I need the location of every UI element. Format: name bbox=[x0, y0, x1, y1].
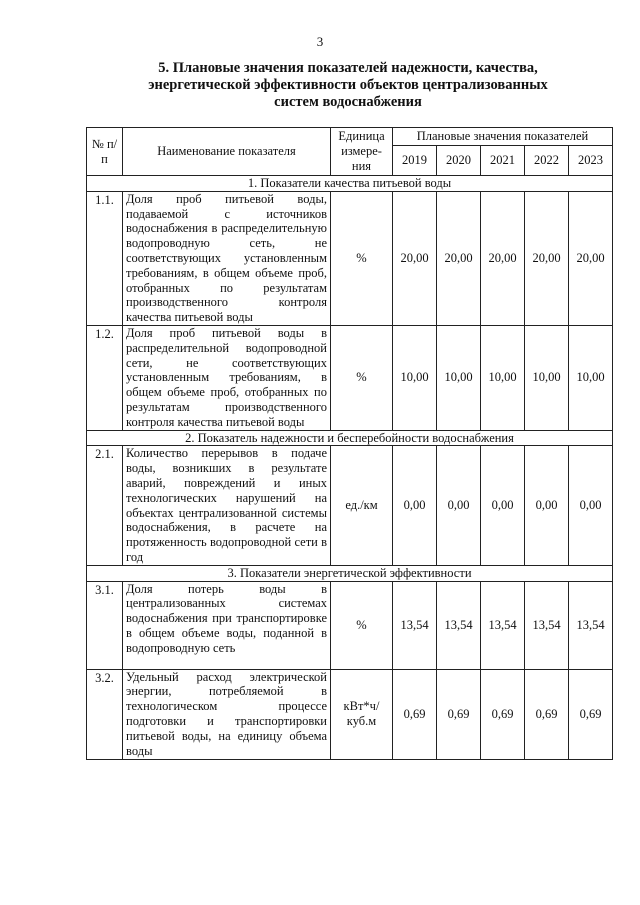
row-value: 0,69 bbox=[437, 669, 481, 759]
row-value: 10,00 bbox=[481, 325, 525, 430]
section-title: 3. Показатели энергетической эффективности bbox=[87, 565, 613, 581]
header-year: 2022 bbox=[525, 146, 569, 176]
row-value: 0,69 bbox=[569, 669, 613, 759]
row-unit: % bbox=[331, 325, 393, 430]
title-line-1: 5. Плановые значения показателей надежности, качества, bbox=[158, 60, 538, 76]
row-unit: ед./км bbox=[331, 446, 393, 565]
row-unit: кВт*ч/ куб.м bbox=[331, 669, 393, 759]
row-value: 13,54 bbox=[569, 581, 613, 669]
section-title: 1. Показатели качества питьевой воды bbox=[87, 176, 613, 192]
table-row bbox=[87, 325, 613, 430]
header-year: 2020 bbox=[437, 146, 481, 176]
row-value: 13,54 bbox=[525, 581, 569, 669]
table-row bbox=[87, 191, 613, 325]
header-unit: Единица измере-ния bbox=[331, 128, 393, 176]
row-value: 13,54 bbox=[437, 581, 481, 669]
row-value: 0,00 bbox=[569, 446, 613, 565]
header-year: 2019 bbox=[393, 146, 437, 176]
row-value: 0,69 bbox=[393, 669, 437, 759]
header-name: Наименование показателя bbox=[123, 128, 331, 176]
row-value: 20,00 bbox=[569, 191, 613, 325]
row-value: 0,69 bbox=[481, 669, 525, 759]
row-num: 3.2. bbox=[87, 669, 123, 759]
table-row bbox=[87, 669, 613, 759]
title-line-3: систем водоснабжения bbox=[274, 94, 422, 110]
page-title bbox=[118, 60, 578, 111]
section-row bbox=[87, 430, 613, 446]
row-value: 13,54 bbox=[393, 581, 437, 669]
header-num: № п/п bbox=[87, 128, 123, 176]
row-num: 3.1. bbox=[87, 581, 123, 669]
indicators-table bbox=[86, 127, 613, 760]
row-value: 10,00 bbox=[569, 325, 613, 430]
row-name: Количество перерывов в подаче воды, возникших в результате аварий, повреждений и иных технологических нарушений на объектах централизованной системы водоснабжения, в расчете на протяженность водопроводной сети в год bbox=[123, 446, 331, 565]
row-value: 0,00 bbox=[437, 446, 481, 565]
row-value: 10,00 bbox=[525, 325, 569, 430]
header-year: 2023 bbox=[569, 146, 613, 176]
row-num: 1.1. bbox=[87, 191, 123, 325]
row-value: 20,00 bbox=[437, 191, 481, 325]
row-name: Доля потерь воды в централизованных системах водоснабжения при транспортировке в общем объеме воды, поданной в водопроводную сеть bbox=[123, 581, 331, 669]
row-value: 10,00 bbox=[437, 325, 481, 430]
title-line-2: энергетической эффективности объектов централизованных bbox=[148, 77, 548, 93]
row-value: 20,00 bbox=[525, 191, 569, 325]
row-unit: % bbox=[331, 191, 393, 325]
row-value: 0,00 bbox=[525, 446, 569, 565]
row-value: 13,54 bbox=[481, 581, 525, 669]
page-number: 3 bbox=[316, 34, 324, 49]
header-year: 2021 bbox=[481, 146, 525, 176]
table-row bbox=[87, 446, 613, 565]
row-unit: % bbox=[331, 581, 393, 669]
row-name: Доля проб питьевой воды, подаваемой с источников водоснабжения в распределительную водопроводную сеть, не соответствующих установленным требованиям, в общем объеме проб, отобранных по результатам производственного контроля качества питьевой воды bbox=[123, 191, 331, 325]
row-value: 0,00 bbox=[481, 446, 525, 565]
row-num: 1.2. bbox=[87, 325, 123, 430]
section-title: 2. Показатель надежности и бесперебойности водоснабжения bbox=[87, 430, 613, 446]
section-row bbox=[87, 176, 613, 192]
row-value: 20,00 bbox=[393, 191, 437, 325]
row-name: Доля проб питьевой воды в распределительной водопроводной сети, не соответствующих установленным требованиям, в общем объеме проб, отобранных по результатам производственного контроля качества питьевой воды bbox=[123, 325, 331, 430]
section-row bbox=[87, 565, 613, 581]
header-plan: Плановые значения показателей bbox=[393, 128, 613, 146]
table-row bbox=[87, 581, 613, 669]
row-value: 10,00 bbox=[393, 325, 437, 430]
row-value: 0,00 bbox=[393, 446, 437, 565]
row-value: 0,69 bbox=[525, 669, 569, 759]
row-name: Удельный расход электрической энергии, потребляемой в технологическом процессе подготовки и транспортировки питьевой воды, на единицу объема воды bbox=[123, 669, 331, 759]
row-num: 2.1. bbox=[87, 446, 123, 565]
row-value: 20,00 bbox=[481, 191, 525, 325]
